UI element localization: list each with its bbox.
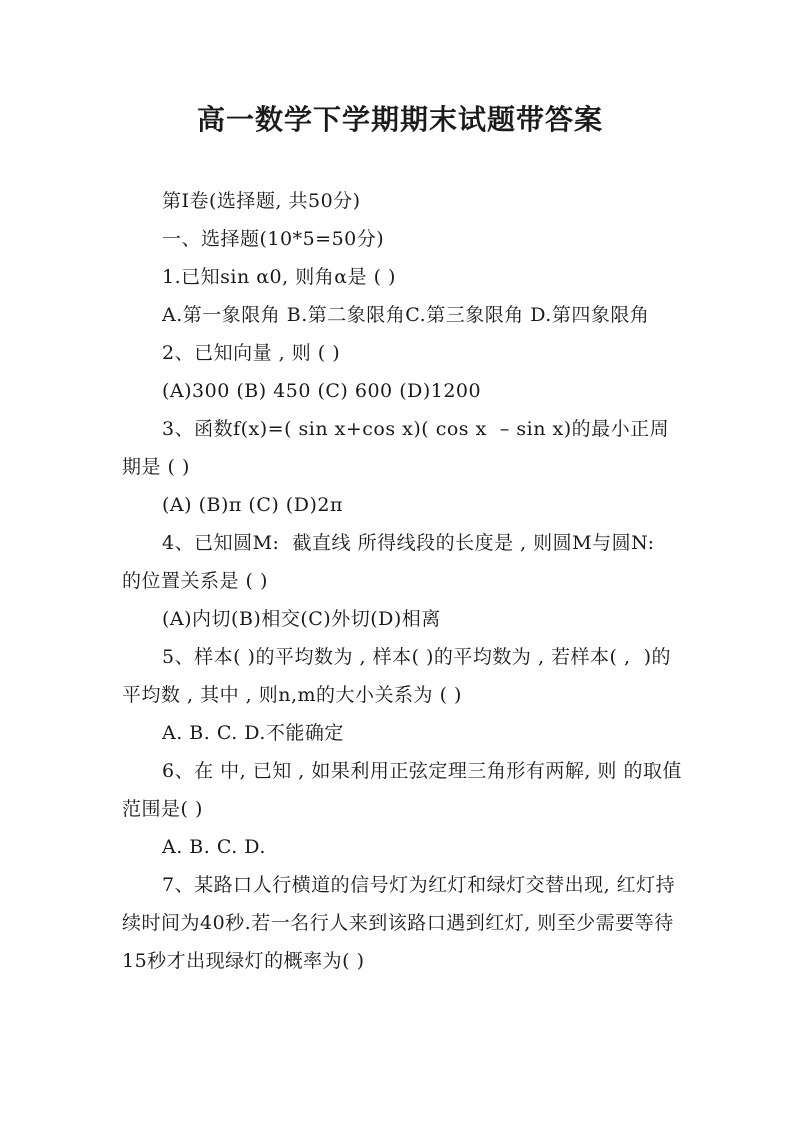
question-5-options: A. B. C. D.不能确定 [162, 722, 344, 744]
question-3: 3、函数f(x)=( sin x+cos x)( cos x – sin x)的最小正周期是 ( ) [122, 418, 670, 478]
question-2-options: (A)300 (B) 450 (C) 600 (D)1200 [162, 380, 482, 402]
section-heading: 第Ⅰ卷(选择题, 共50分) [162, 190, 361, 212]
question-2: 2、已知向量 , 则 ( ) [162, 342, 341, 364]
question-5: 5、样本( )的平均数为 , 样本( )的平均数为 , 若样本( , )的平均数 , 其中 , 则n,m的大小关系为 ( ) [122, 646, 672, 706]
question-1-options: A.第一象限角 B.第二象限角C.第三象限角 D.第四象限角 [162, 304, 650, 326]
question-6: 6、在 中, 已知 , 如果利用正弦定理三角形有两解, 则 的取值范围是( ) [122, 760, 682, 820]
document-body [122, 182, 682, 980]
question-7: 7、某路口人行横道的信号灯为红灯和绿灯交替出现, 红灯持续时间为40秒.若一名行人来到该路口遇到红灯, 则至少需要等待15秒才出现绿灯的概率为( ) [122, 874, 676, 972]
question-3-options: (A) (B)π (C) (D)2π [162, 494, 343, 516]
question-1: 1.已知sin α0, 则角α是 ( ) [162, 266, 396, 288]
question-4-options: (A)内切(B)相交(C)外切(D)相离 [162, 608, 441, 630]
question-4: 4、已知圆M: 截直线 所得线段的长度是 , 则圆M与圆N: 的位置关系是 ( ) [122, 532, 668, 592]
page-title: 高一数学下学期期末试题带答案 [196, 103, 603, 136]
part-heading: 一、选择题(10*5=50分) [162, 228, 385, 250]
question-6-options: A. B. C. D. [162, 836, 266, 858]
